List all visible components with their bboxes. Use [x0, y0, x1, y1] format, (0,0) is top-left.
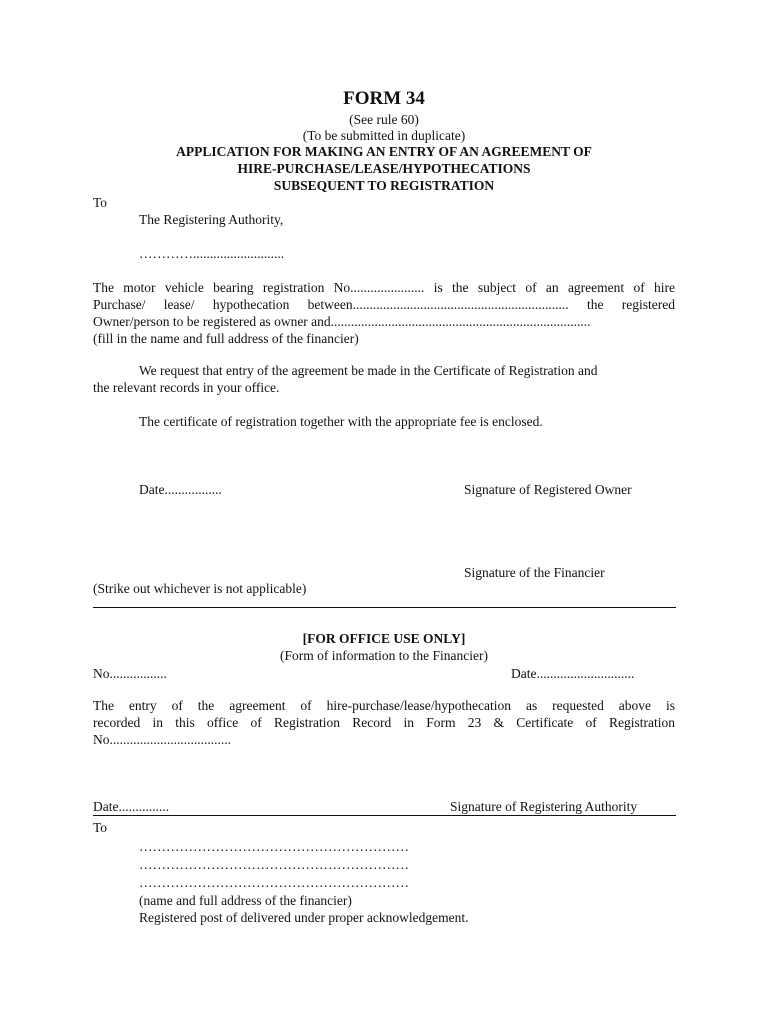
entry-line-2: recorded in this office of Registration Record in Form 23 & Certificate of Registration [93, 715, 675, 730]
heading-line-1: APPLICATION FOR MAKING AN ENTRY OF AN AGREEMENT OF [176, 144, 592, 159]
section-divider [93, 607, 676, 608]
registering-authority: The Registering Authority, [139, 212, 284, 227]
authority-date: Date............... [93, 799, 170, 814]
post-note: Registered post of delivered under proper acknowledgement. [139, 910, 469, 925]
request-line-2: the relevant records in your office. [93, 380, 280, 395]
request-line-1: We request that entry of the agreement be made in the Certificate of Registration and [139, 363, 598, 378]
entry-line-1: The entry of the agreement of hire-purchase/lease/hypothecation as requested above is [93, 698, 675, 713]
enclosed-note: The certificate of registration together with the appropriate fee is enclosed. [139, 414, 543, 429]
financier-to-label: To [93, 820, 108, 835]
heading-line-3: SUBSEQUENT TO REGISTRATION [273, 178, 495, 193]
vehicle-line-1: The motor vehicle bearing registration No...................... is the subject of an agreement of hire [93, 280, 675, 295]
vehicle-line-2: Purchase/ lease/ hypothecation between................................................................ the registered [93, 297, 675, 312]
vehicle-paragraph [93, 279, 675, 347]
office-number: No................. [93, 666, 167, 681]
financier-signature: Signature of the Financier [464, 565, 605, 580]
address-note: (name and full address of the financier) [139, 893, 352, 908]
office-date: Date............................. [511, 666, 635, 681]
to-label: To [93, 195, 108, 210]
entry-paragraph [93, 697, 675, 748]
signature-divider [93, 815, 676, 816]
rule-reference: (See rule 60) [349, 112, 419, 127]
strike-out-note: (Strike out whichever is not applicable) [93, 581, 307, 596]
financier-address-line-2: …………………………………………………… [139, 857, 409, 872]
form-number: FORM 34 [343, 88, 425, 109]
heading-line-2: HIRE-PURCHASE/LEASE/HYPOTHECATIONS [237, 161, 531, 176]
office-use-subheading: (Form of information to the Financier) [279, 648, 489, 663]
authority-signature: Signature of Registering Authority [450, 799, 638, 814]
vehicle-line-4: (fill in the name and full address of the financier) [93, 331, 359, 346]
office-use-heading: [FOR OFFICE USE ONLY] [302, 631, 466, 646]
financier-address-line-3: …………………………………………………… [139, 875, 409, 890]
submit-note: (To be submitted in duplicate) [302, 128, 466, 143]
entry-line-3: No.................................... [93, 732, 231, 747]
vehicle-line-3: Owner/person to be registered as owner and............................................................................. [93, 314, 591, 329]
authority-address-field: …………........................... [139, 246, 285, 261]
owner-signature: Signature of Registered Owner [464, 482, 632, 497]
applicant-date: Date................. [139, 482, 222, 497]
financier-address-line-1: …………………………………………………… [139, 839, 409, 854]
